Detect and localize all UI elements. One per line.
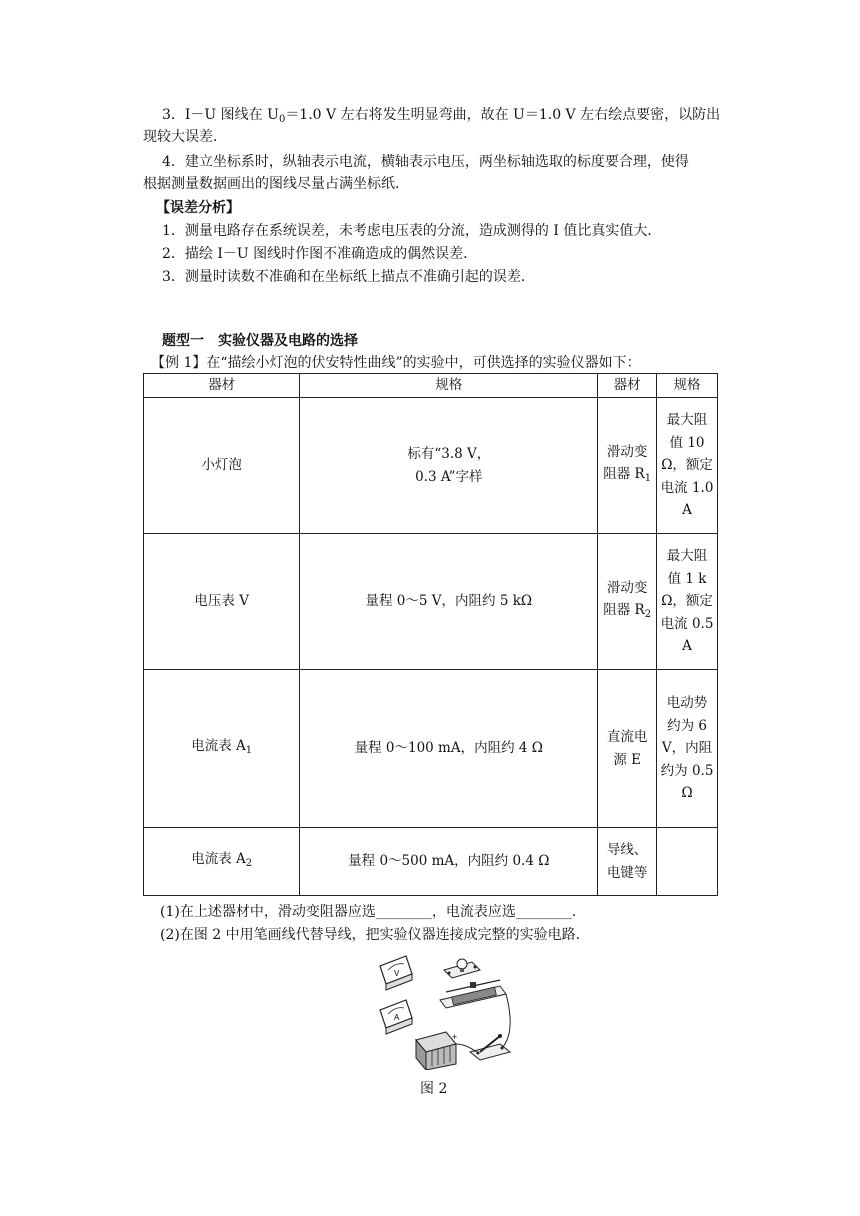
- cell-equipment-2: 直流电源 E: [598, 670, 657, 828]
- battery-drawing: [416, 1032, 457, 1070]
- cell-equipment-2: 滑动变阻器 $R_1$: [598, 398, 657, 534]
- cell-equipment-2: 滑动变阻器 $R_2$: [598, 534, 657, 670]
- example-label: 【例 1】: [151, 355, 207, 371]
- header-spec: 规格: [300, 374, 598, 398]
- table-row: [144, 670, 718, 828]
- note-4-line-1: 4．建立坐标系时，纵轴表示电流，横轴表示电压，两坐标轴选取的标度要合理，使得: [162, 154, 689, 170]
- section-title: 题型一 实验仪器及电路的选择: [162, 333, 358, 349]
- ammeter-drawing: [380, 1000, 412, 1034]
- cell-spec: [300, 398, 598, 534]
- rheostat-drawing: [440, 980, 506, 1008]
- bulb-drawing: [444, 959, 480, 978]
- example-text: 在“描绘小灯泡的伏安特性曲线”的实验中，可供选择的实验仪器如下：: [206, 355, 641, 371]
- cell-spec-2: 最大阻值 1 kΩ，额定电流 0.5 A: [657, 534, 718, 670]
- header-equipment: 器材: [144, 374, 300, 398]
- ammeter-label: A: [394, 1013, 400, 1022]
- error-analysis-item: 2．描绘 I－U 图线时作图不准确造成的偶然误差．: [162, 246, 478, 262]
- note-3-line-2: 现较大误差．: [143, 129, 227, 145]
- error-analysis-item: 3．测量时读数不准确和在坐标纸上描点不准确引起的误差．: [162, 269, 535, 285]
- equipment-table: [143, 373, 718, 896]
- table-row: [144, 398, 718, 534]
- cell-spec-2: [657, 828, 718, 896]
- circuit-apparatus-figure: [376, 952, 521, 1070]
- spec-line: 标有“3.8 V，: [407, 446, 491, 462]
- table-row: [144, 534, 718, 670]
- cell-equipment-2: 导线、电键等: [598, 828, 657, 896]
- voltmeter-label: V: [394, 969, 400, 978]
- note-3-line-1: 3．I－U 图线在 $U_0=1.0$ V 左右将发生明显弯曲，故在 U＝1.0 V 左右绘点要密，以防出: [162, 107, 721, 125]
- table-row: [144, 828, 718, 896]
- header-spec-2: 规格: [657, 374, 718, 398]
- cell-equipment: 小灯泡: [144, 398, 300, 534]
- error-analysis-item: 1．测量电路存在系统误差，未考虑电压表的分流，造成测得的 I 值比真实值大．: [162, 223, 662, 239]
- header-equipment-2: 器材: [598, 374, 657, 398]
- battery-plus-sign: +: [452, 1032, 458, 1042]
- cell-spec: 量程 0～500 mA，内阻约 0.4 Ω: [300, 828, 598, 896]
- switch-drawing: [470, 1034, 510, 1060]
- cell-spec: 量程 0～5 V，内阻约 5 kΩ: [300, 534, 598, 670]
- table-header-row: [144, 374, 718, 398]
- question-1: (1)在上述器材中，滑动变阻器应选________，电流表应选________．: [160, 904, 586, 920]
- cell-spec-2: 最大阻值 10 Ω，额定电流 1.0 A: [657, 398, 718, 534]
- example-intro: [151, 352, 641, 374]
- cell-equipment: 电压表 V: [144, 534, 300, 670]
- cell-spec: 量程 0～100 mA，内阻约 4 Ω: [300, 670, 598, 828]
- cell-spec-2: 电动势约为 6 V，内阻约为 0.5 Ω: [657, 670, 718, 828]
- voltmeter-drawing: [380, 956, 412, 990]
- figure-caption: 图 2: [420, 1081, 448, 1097]
- question-2: (2)在图 2 中用笔画线代替导线，把实验仪器连接成完整的实验电路．: [160, 927, 590, 943]
- spec-line: 0.3 A”字样: [415, 468, 483, 485]
- note-4-line-2: 根据测量数据画出的图线尽量占满坐标纸．: [143, 176, 409, 192]
- error-analysis-heading: 【误差分析】: [156, 200, 240, 216]
- cell-equipment: 电流表 $A_2$: [144, 828, 300, 896]
- cell-equipment: 电流表 $A_1$: [144, 670, 300, 828]
